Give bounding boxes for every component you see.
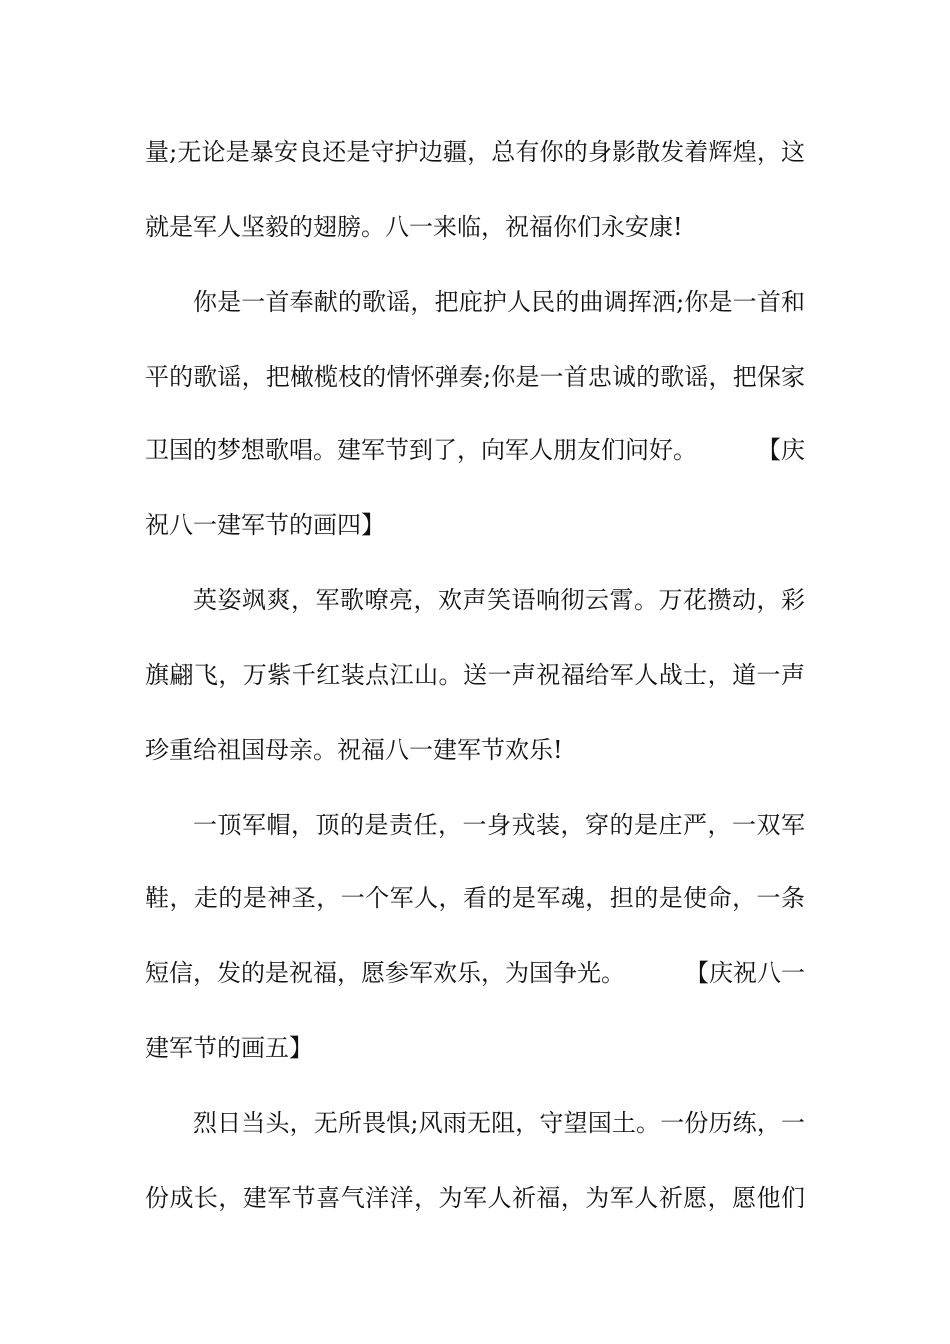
paragraph-first-line: 你是一首奉献的歌谣，把庇护人民的曲调挥洒;你是一首和: [193, 288, 805, 316]
paragraph-first-line: 烈日当头，无所畏惧;风雨无阻，守望国土。一份历练，一: [193, 1109, 805, 1137]
text-segment: 短信，发的是祝福，愿参军欢乐，为国争光。: [145, 959, 625, 987]
section-heading-end: 建军节的画五】: [145, 1034, 313, 1062]
text-line: 平的歌谣，把橄榄枝的情怀弹奏;你是一首忠诚的歌谣，把保家: [145, 363, 805, 391]
text-segment: 卫国的梦想歌唱。建军节到了，向军人朋友们问好。: [145, 436, 697, 464]
section-heading-start: 【庆: [757, 436, 805, 464]
text-line: 珍重给祖国母亲。祝福八一建军节欢乐!: [145, 736, 563, 764]
text-line: [145, 953, 805, 993]
text-line: 鞋，走的是神圣，一个军人，看的是军魂，担的是使命，一条: [145, 884, 805, 912]
text-line: 就是军人坚毅的翅膀。八一来临，祝福你们永安康!: [145, 213, 683, 241]
text-line: 旗翩飞，万紫千红装点江山。送一声祝福给军人战士，道一声: [145, 661, 805, 689]
text-line: 量;无论是暴安良还是守护边疆，总有你的身影散发着辉煌，这: [145, 138, 805, 166]
section-heading-start: 【庆祝八一: [685, 959, 805, 987]
text-line: [145, 430, 805, 470]
text-line: 份成长，建军节喜气洋洋，为军人祈福，为军人祈愿，愿他们: [145, 1184, 805, 1212]
section-heading-end: 祝八一建军节的画四】: [145, 511, 385, 539]
paragraph-first-line: 英姿飒爽，军歌嘹亮，欢声笑语响彻云霄。万花攒动，彩: [193, 586, 805, 614]
paragraph-first-line: 一顶军帽，顶的是责任，一身戎装，穿的是庄严，一双军: [193, 811, 805, 839]
